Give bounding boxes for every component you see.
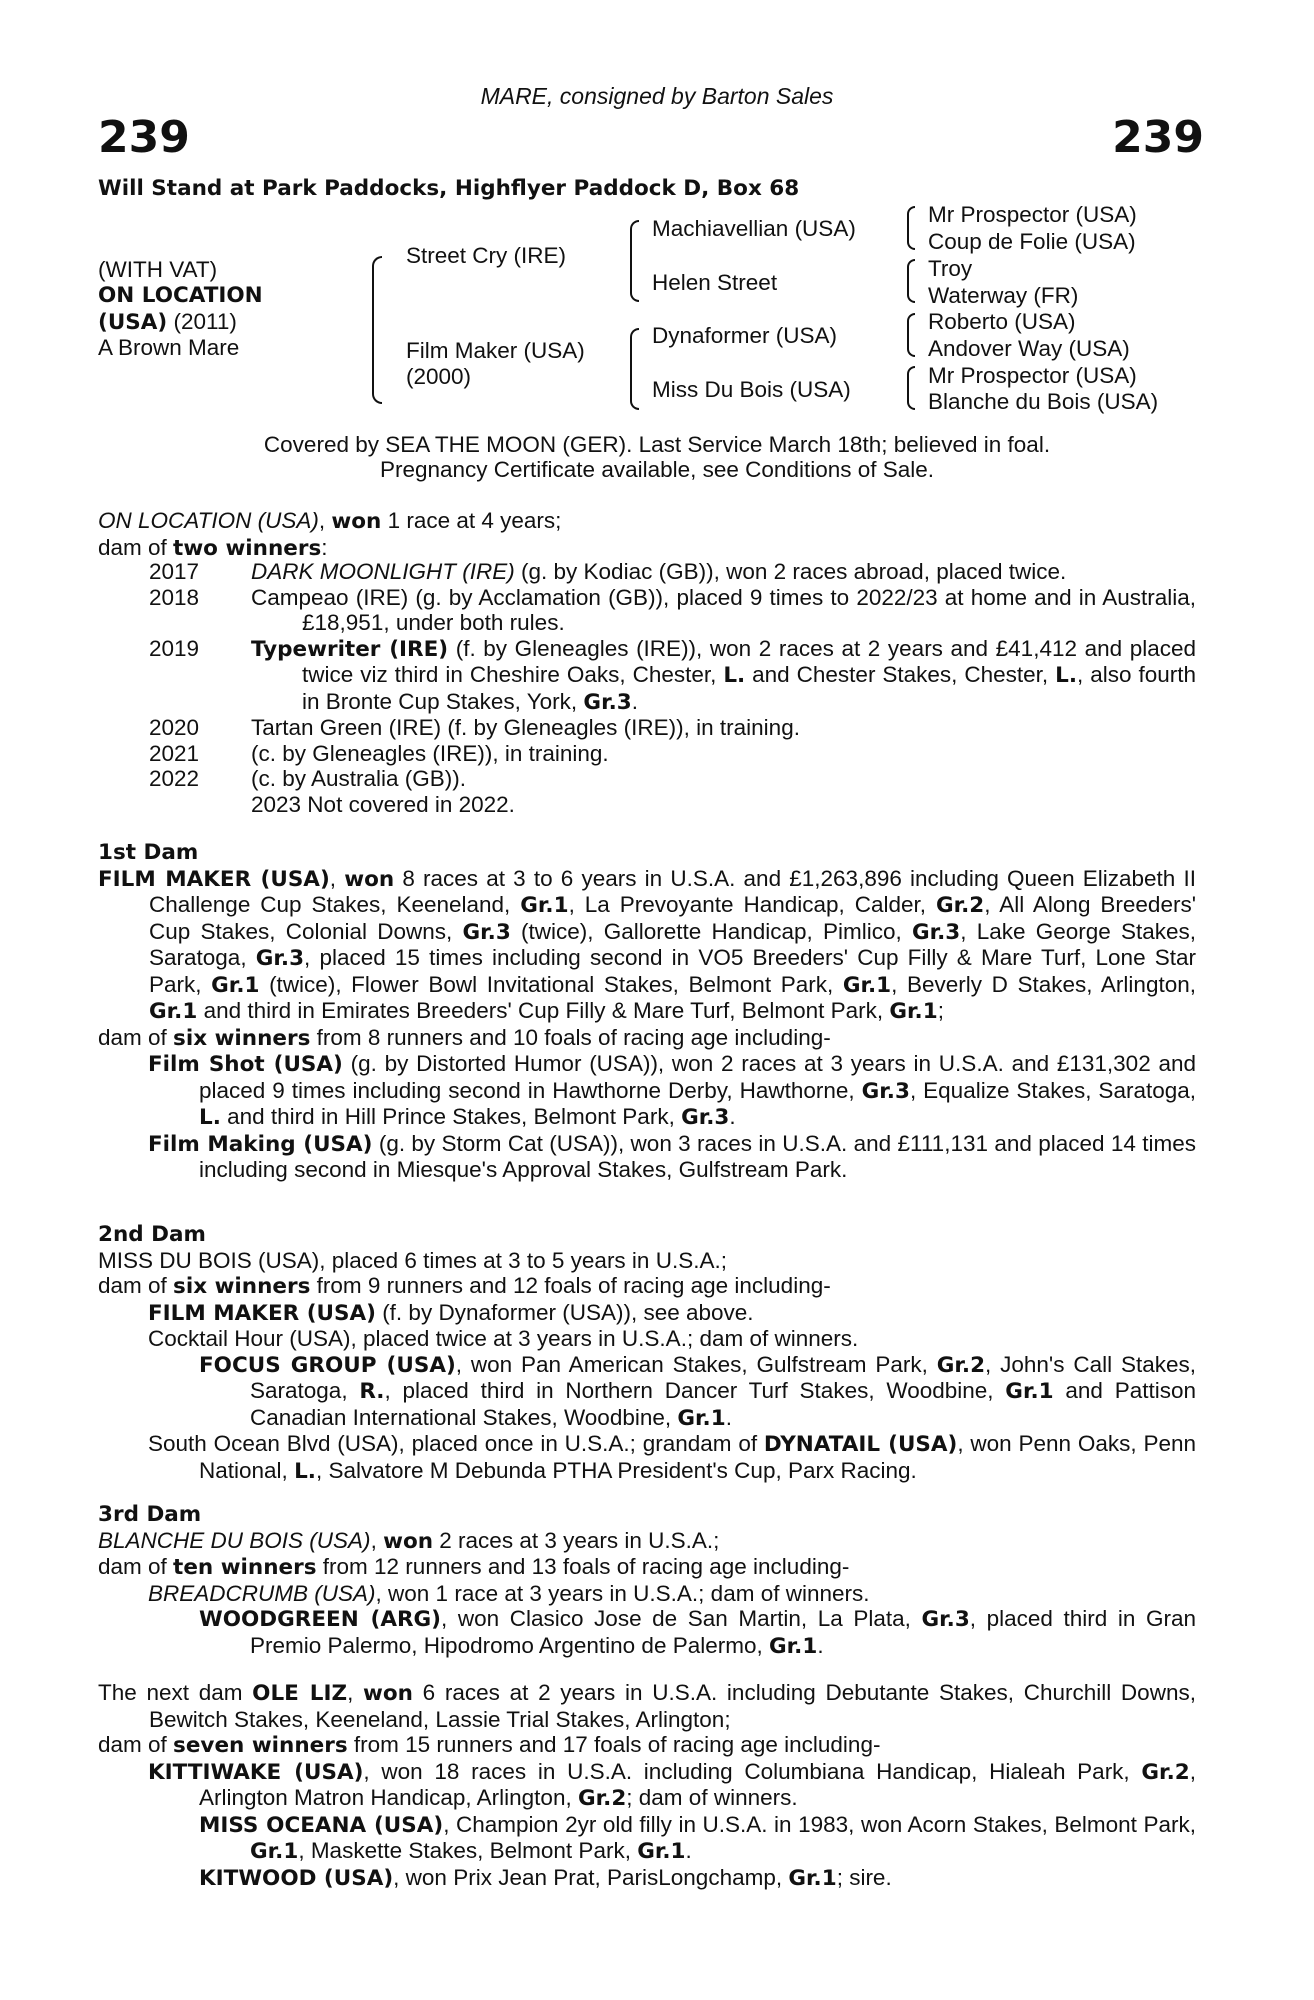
record-text: , Lake George Stakes, Saratoga,: [149, 918, 1196, 970]
record-text: (g. by Distorted Humor (USA)), won 2 races at 3 years in U.S.A. and £131,302 and placed 9 times including second in Hawthorne Derby, Hawthorne,: [199, 1051, 1196, 1103]
progeny-row: [98, 559, 1196, 585]
record-text: (twice), Flower Bowl Invitational Stakes, Belmont Park,: [259, 971, 843, 997]
dam-of-label: dam of: [98, 1732, 174, 1757]
horse-origin-year: [98, 309, 237, 336]
progeny-year: 2019: [149, 635, 200, 661]
pedigree-dam: Film Maker (USA): [406, 338, 585, 363]
progeny-text: Campeao (IRE) (g. by Acclamation (GB)), placed 9 times to 2022/23 at home and in Australia, £18,951, under both rules.: [251, 584, 1196, 635]
record-text: 2 races at 3 years in U.S.A.;: [433, 1527, 720, 1553]
won-label: won: [383, 1528, 434, 1554]
second-dam-section: [98, 1222, 1196, 1484]
next-dam-section: The next dam OLE LIZ, won 6 races at 2 years in U.S.A. including Debutante Stakes, Churchill Downs, Bewitch Stakes, Keeneland, Lassie Trial Stakes, Arlington; dam of seven winners from 15 runners and 17 foals of racing age including- KITTIWAKE (USA), won 18 races in U.S.A. including Columbiana Handicap, Hialeah Park, Gr.2, Arlington Matron Handicap, Arlington, Gr.2; dam of winners. MISS OCEANA (USA), Champion 2yr old filly in U.S.A. in 1983, won Acorn Stakes, Belmont Park, Gr.1, Maskette Stakes, Belmont Park, Gr.1. KITWOOD (USA), won Prix Jean Prat, ParisLongchamp, Gr.1; sire.: [98, 1680, 1196, 1891]
record-text: (g. by Storm Cat (USA)), won 3 races in U.S.A. and £111,131 and placed 14 times including second in Miesque's Approval Stakes, Gulfstream Park.: [199, 1130, 1196, 1182]
offspring-name: Film Shot (USA): [148, 1052, 343, 1077]
pedigree-g3-3: Troy: [928, 256, 973, 281]
section-heading: 2nd Dam: [98, 1222, 206, 1247]
grade-badge: Gr.1: [889, 999, 938, 1024]
stand-location: Will Stand at Park Paddocks, Highflyer Paddock D, Box 68: [98, 176, 800, 201]
winners-count: seven winners: [173, 1733, 348, 1758]
pedigree-g3-6: Andover Way (USA): [928, 336, 1130, 361]
progeny-year: 2018: [149, 584, 200, 610]
grade-badge: Gr.1: [211, 972, 260, 998]
grade-badge: Gr.3: [583, 689, 632, 715]
grade-badge: L.: [1055, 663, 1078, 688]
offspring-name: WOODGREEN (ARG): [199, 1607, 441, 1632]
colon: :: [321, 534, 328, 560]
progeny-text: .: [631, 688, 638, 714]
grade-badge: Gr.1: [520, 893, 569, 918]
record-text: , Beverly D Stakes, Arlington,: [891, 971, 1196, 997]
dam-of-label: dam of: [98, 1554, 174, 1579]
grade-badge: L.: [294, 1458, 316, 1484]
record-text: , won Pan American Stakes, Gulfstream Park,: [455, 1351, 937, 1377]
progeny-text: 2023 Not covered in 2022.: [251, 791, 515, 817]
pedigree-sire-dam: Helen Street: [652, 270, 778, 295]
pedigree-g3-1: Mr Prospector (USA): [928, 202, 1137, 227]
progeny-text: and Chester Stakes, Chester,: [745, 662, 1056, 687]
progeny-year: 2017: [149, 559, 200, 584]
pedigree-g3-7: Mr Prospector (USA): [928, 363, 1137, 388]
progeny-text: Tartan Green (IRE) (f. by Gleneagles (IRE)), in training.: [251, 715, 800, 740]
record-text: and Pattison Canadian International Stakes, Woodbine,: [250, 1378, 1196, 1430]
record-text: , placed third in Northern Dancer Turf Stakes, Woodbine,: [384, 1378, 1006, 1403]
record-text: The next dam: [98, 1680, 253, 1705]
offspring-name: BREADCRUMB (USA): [148, 1580, 376, 1606]
pedigree-g3-8: Blanche du Bois (USA): [928, 389, 1159, 414]
vat-note: (WITH VAT): [98, 257, 218, 282]
record-text: South Ocean Blvd (USA), placed once in U.S.A.; grandam of: [148, 1431, 764, 1456]
pedigree-sire-sire: Machiavellian (USA): [652, 216, 856, 241]
progeny-row: [98, 766, 1196, 792]
record-text: (twice), Gallorette Handicap, Pimlico,: [510, 918, 912, 944]
grade-badge: Gr.1: [842, 972, 892, 998]
record-text: (f. by Dynaformer (USA)), see above.: [375, 1299, 754, 1325]
pedigree-brace-dam: [630, 328, 639, 410]
offspring-name: FOCUS GROUP (USA): [199, 1352, 456, 1378]
record-text: from 12 runners and 13 foals of racing age including-: [316, 1554, 850, 1579]
pedigree-dam-dam: Miss Du Bois (USA): [652, 377, 851, 402]
pedigree-g3-2: Coup de Folie (USA): [928, 229, 1136, 254]
record-text: 8 races at 3 to 6 years in U.S.A. and £1,263,896 including Queen Elizabeth II Challenge Cup Stakes, Keeneland,: [149, 865, 1196, 917]
dam-name: FILM MAKER (USA): [98, 866, 330, 892]
progeny-year: [98, 792, 251, 818]
winners-count: ten winners: [173, 1555, 317, 1580]
offspring-name: KITTIWAKE (USA): [148, 1759, 364, 1785]
dam-of-label: dam of: [98, 1024, 174, 1050]
grade-badge: Gr.1: [250, 1839, 299, 1864]
record-text: , Arlington Matron Handicap, Arlington,: [199, 1758, 1196, 1810]
record-text: .: [729, 1104, 736, 1129]
progeny-row: [98, 741, 1196, 767]
record-text: and third in Hill Prince Stakes, Belmont Park,: [220, 1104, 682, 1129]
mare-name: ON LOCATION (USA): [98, 508, 319, 533]
section-heading: 3rd Dam: [98, 1502, 202, 1527]
lot-number-left: 239: [98, 112, 190, 163]
grade-badge: Gr.3: [911, 919, 961, 945]
progeny-text: , also fourth in Bronte Cup Stakes, York,: [302, 662, 1196, 714]
covering-line-1: Covered by SEA THE MOON (GER). Last Service March 18th; believed in foal.: [263, 432, 1051, 457]
record-text: and third in Emirates Breeders' Cup Filly & Mare Turf, Belmont Park,: [197, 998, 890, 1023]
pedigree-dam-year: (2000): [406, 364, 472, 389]
progeny-name: DARK MOONLIGHT (IRE): [251, 559, 515, 584]
horse-origin: (USA): [98, 310, 168, 335]
grade-badge: R.: [359, 1379, 385, 1404]
progeny-year: 2022: [149, 766, 200, 791]
progeny-row: [98, 792, 1196, 818]
record-text: , won 1 race at 3 years in U.S.A.; dam of winners.: [375, 1580, 870, 1606]
progeny-text: (c. by Australia (GB)).: [251, 766, 467, 791]
pedigree-sire: Street Cry (IRE): [406, 243, 567, 268]
lot-number-right: 239: [1112, 112, 1204, 163]
won-label: won: [331, 509, 382, 534]
grade-badge: Gr.3: [462, 919, 511, 945]
record-text: ; sire.: [836, 1864, 892, 1890]
covering-line-2: Pregnancy Certificate available, see Conditions of Sale.: [379, 457, 935, 482]
record-text: , Maskette Stakes, Belmont Park,: [298, 1838, 638, 1863]
progeny-year: 2020: [149, 715, 200, 740]
grade-badge: Gr.2: [936, 1352, 986, 1378]
grade-badge: Gr.2: [935, 893, 985, 918]
pedigree-g3-5: Roberto (USA): [928, 309, 1076, 334]
grade-badge: Gr.1: [788, 1865, 837, 1891]
grade-badge: Gr.3: [861, 1078, 910, 1104]
won-label: won: [363, 1681, 413, 1706]
offspring-name: KITWOOD (USA): [199, 1865, 394, 1891]
progeny-text: (c. by Gleneagles (IRE)), in training.: [251, 740, 609, 766]
horse-year: (2011): [167, 309, 237, 334]
grade-badge: Gr.1: [677, 1405, 726, 1431]
pedigree-brace-g3-4: [907, 366, 915, 410]
offspring-record: Cocktail Hour (USA), placed twice at 3 years in U.S.A.; dam of winners.: [148, 1326, 859, 1351]
record-text: from 15 runners and 17 foals of racing age including-: [347, 1732, 881, 1757]
offspring-name: MISS OCEANA (USA): [199, 1812, 444, 1838]
dam-name: MISS DU BOIS (USA), placed 6 times at 3 to 5 years in U.S.A.;: [98, 1247, 727, 1273]
record-text: , placed 15 times including second in VO5 Breeders' Cup Filly & Mare Turf, Lone Star Park,: [149, 945, 1197, 997]
record-text: , won Clasico Jose de San Martin, La Plata,: [441, 1606, 922, 1631]
record-text: .: [685, 1838, 692, 1863]
record-text: , John's Call Stakes, Saratoga,: [250, 1351, 1196, 1403]
grade-badge: Gr.1: [1005, 1379, 1054, 1404]
winners-count: six winners: [173, 1025, 311, 1051]
record-text: .: [725, 1404, 732, 1430]
third-dam-section: 3rd Dam BLANCHE DU BOIS (USA), won 2 races at 3 years in U.S.A.; dam of ten winners from 12 runners and 13 foals of racing age including- BREADCRUMB (USA), won 1 race at 3 years in U.S.A.; dam of winners. WOODGREEN (ARG), won Clasico Jose de San Martin, La Plata, Gr.3, placed third in Gran Premio Palermo, Hipodromo Argentino de Palermo, Gr.1.: [98, 1502, 1196, 1659]
record-text: 6 races at 2 years in U.S.A. including Debutante Stakes, Churchill Downs, Bewitch Stakes, Keeneland, Lassie Trial Stakes, Arlington;: [149, 1680, 1196, 1732]
grade-badge: Gr.3: [681, 1105, 730, 1130]
section-heading: 1st Dam: [98, 840, 199, 865]
progeny-text: (f. by Gleneagles (IRE)), won 2 races at 2 years and £41,412 and placed twice viz third in Cheshire Oaks, Chester,: [302, 635, 1196, 687]
grade-badge: L.: [199, 1105, 221, 1130]
record-text: , Champion 2yr old filly in U.S.A. in 1983, won Acorn Stakes, Belmont Park,: [443, 1811, 1196, 1837]
mare-summary: ON LOCATION (USA), won 1 race at 4 years; dam of two winners:: [98, 508, 562, 561]
progeny-list: [98, 559, 1196, 817]
mare-record: 1 race at 4 years;: [381, 508, 562, 533]
dam-of-label: dam of: [98, 534, 174, 560]
record-text: , La Prevoyante Handicap, Calder,: [568, 892, 936, 917]
offspring-name: DYNATAIL (USA): [763, 1432, 958, 1457]
first-dam-section: 1st Dam FILM MAKER (USA), won 8 races at 3 to 6 years in U.S.A. and £1,263,896 including Queen Elizabeth II Challenge Cup Stakes, Keeneland, Gr.1, La Prevoyante Handicap, Calder, Gr.2, All Along Breeders' Cup Stakes, Colonial Downs, Gr.3 (twice), Gallorette Handicap, Pimlico, Gr.3, Lake George Stakes, Saratoga, Gr.3, placed 15 times including second in VO5 Breeders' Cup Filly & Mare Turf, Lone Star Park, Gr.1 (twice), Flower Bowl Invitational Stakes, Belmont Park, Gr.1, Beverly D Stakes, Arlington, Gr.1 and third in Emirates Breeders' Cup Filly & Mare Turf, Belmont Park, Gr.1; dam of six winners from 8 runners and 10 foals of racing age including- Film Shot (USA) (g. by Distorted Humor (USA)), won 2 races at 3 years in U.S.A. and £131,302 and placed 9 times including second in Hawthorne Derby, Hawthorne, Gr.3, Equalize Stakes, Saratoga, L. and third in Hill Prince Stakes, Belmont Park, Gr.3. Film Making (USA) (g. by Storm Cat (USA)), won 3 races in U.S.A. and £111,131 and placed 14 times including second in Miesque's Approval Stakes, Gulfstream Park.: [98, 840, 1197, 1182]
progeny-row: [98, 585, 1196, 636]
grade-badge: Gr.3: [921, 1607, 970, 1632]
pedigree-brace-g3-2: [907, 259, 915, 303]
record-text: from 9 runners and 12 foals of racing age including-: [310, 1273, 831, 1298]
grade-badge: L.: [723, 663, 746, 688]
progeny-row: [98, 715, 1196, 741]
record-text: , All Along Breeders' Cup Stakes, Colonial Downs,: [149, 892, 1196, 944]
record-text: ; dam of winners.: [626, 1785, 798, 1810]
winners-count: two winners: [173, 535, 322, 561]
offspring-name: FILM MAKER (USA): [148, 1300, 376, 1326]
grade-badge: Gr.3: [255, 946, 305, 971]
record-text: from 8 runners and 10 foals of racing age including-: [310, 1024, 831, 1050]
pedigree-brace-main: [372, 256, 382, 404]
dam-of-label: dam of: [98, 1273, 174, 1298]
pedigree-g3-4: Waterway (FR): [928, 283, 1079, 308]
horse-description: A Brown Mare: [98, 335, 240, 360]
dam-name: BLANCHE DU BOIS (USA): [98, 1527, 371, 1553]
horse-name: ON LOCATION: [98, 283, 263, 308]
offspring-name: Film Making (USA): [148, 1131, 373, 1157]
progeny-text: (g. by Kodiac (GB)), won 2 races abroad, placed twice.: [514, 559, 1067, 584]
progeny-name: Typewriter (IRE): [251, 636, 449, 662]
grade-badge: Gr.2: [577, 1786, 627, 1811]
record-text: , Salvatore M Debunda PTHA President's Cup, Parx Racing.: [315, 1457, 917, 1483]
grade-badge: Gr.1: [149, 999, 198, 1024]
grade-badge: Gr.1: [637, 1839, 686, 1864]
progeny-row: [98, 636, 1196, 716]
progeny-year: 2021: [149, 740, 200, 766]
record-text: .: [817, 1632, 824, 1658]
record-text: , placed third in Gran Premio Palermo, Hipodromo Argentino de Palermo,: [250, 1606, 1196, 1658]
record-text: , Equalize Stakes, Saratoga,: [909, 1077, 1197, 1103]
record-text: , won Penn Oaks, Penn National,: [199, 1431, 1196, 1483]
grade-badge: Gr.2: [1141, 1759, 1190, 1785]
pedigree-brace-sire: [630, 220, 639, 302]
record-text: , won Prix Jean Prat, ParisLongchamp,: [393, 1864, 789, 1890]
grade-badge: Gr.1: [769, 1633, 818, 1659]
pedigree-brace-g3-3: [907, 313, 915, 357]
pedigree-brace-g3-1: [907, 206, 915, 250]
record-text: ;: [937, 998, 944, 1023]
pedigree-dam-sire: Dynaformer (USA): [652, 323, 838, 348]
won-label: won: [344, 866, 395, 892]
winners-count: six winners: [173, 1274, 311, 1299]
consignor-line: MARE, consigned by Barton Sales: [480, 83, 834, 109]
dam-name: OLE LIZ: [252, 1681, 348, 1706]
record-text: , won 18 races in U.S.A. including Columbiana Handicap, Hialeah Park,: [363, 1758, 1142, 1784]
